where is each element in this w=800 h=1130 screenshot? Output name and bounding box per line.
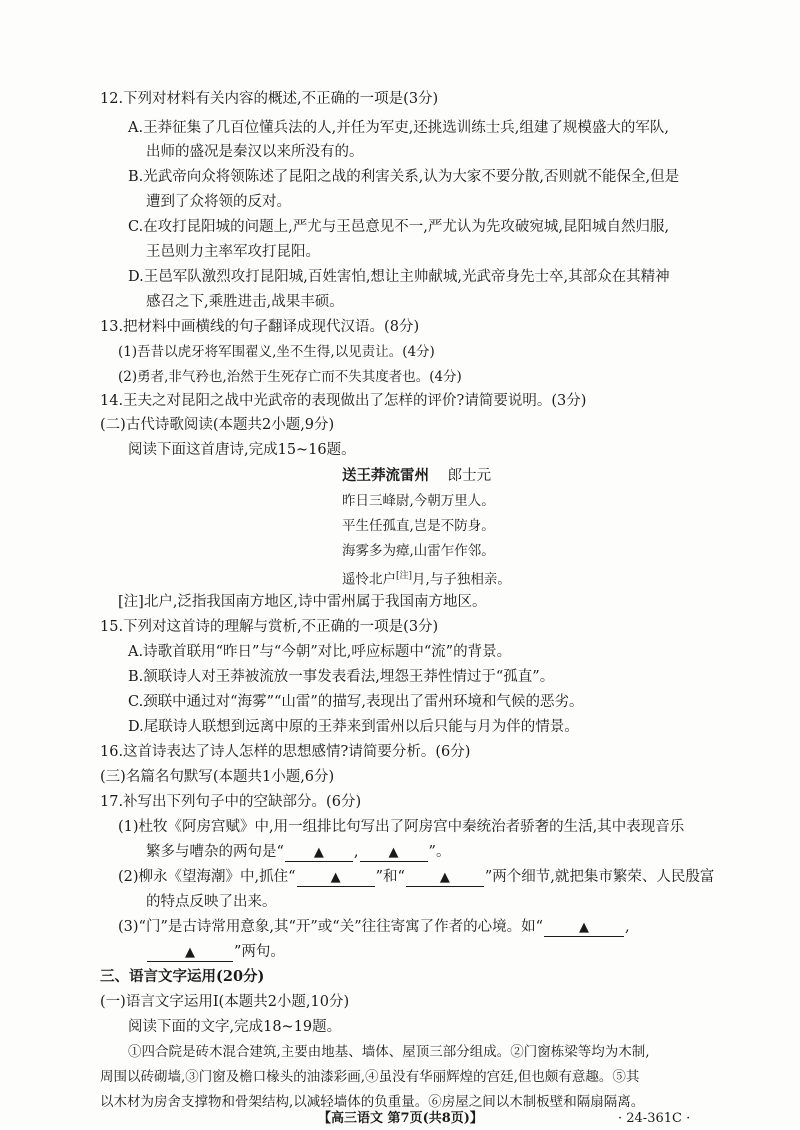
q13-sentence-2: (2)勇者,非气矜也,治然于生死存亡而不失其度者也。(4分) (118, 369, 462, 385)
poem-note-marker: [注] (396, 571, 413, 581)
part3-intro: 阅读下面的文字,完成18~19题。 (128, 1019, 342, 1035)
q17-item-2-cont: 的特点反映了出来。 (146, 894, 277, 910)
q17-item-1-close: ”。 (428, 844, 451, 860)
section2-intro: 阅读下面这首唐诗,完成15~16题。 (128, 442, 356, 458)
section2-title: (二)古代诗歌阅读(本题共2小题,9分) (100, 417, 335, 433)
triangle-mark-icon: ▲ (579, 920, 590, 935)
q12-option-d: D.王邑军队激烈攻打昆阳城,百姓害怕,想让主帅献城,光武帝身先士卒,其部众在其精神 (128, 269, 670, 285)
answer-blank-4[interactable] (406, 869, 484, 887)
q17-item-3-close: ”两句。 (234, 944, 285, 960)
q12-option-c: C.在攻打昆阳城的问题上,严尤与王邑意见不一,严尤认为先攻破宛城,昆阳城自然归服, (128, 219, 670, 235)
part3-title: 三、语言文字运用(20分) (100, 968, 265, 985)
section3-title: (三)名篇名句默写(本题共1小题,6分) (100, 769, 335, 785)
poem-title-line (342, 465, 491, 487)
q14-stem: 14.王夫之对昆阳之战中光武帝的表现做出了怎样的评价?请简要说明。(3分) (100, 393, 587, 409)
passage-line-1: ①四合院是砖木混合建筑,主要由地基、墙体、屋顶三部分组成。②门窗栋梁等均为木制, (128, 1044, 650, 1060)
q12-option-c-cont: 王邑则力主率军攻打昆阳。 (146, 244, 320, 260)
q17-comma-2: , (625, 919, 630, 935)
poem-author: 郎士元 (447, 468, 492, 484)
q15-stem: 15.下列对这首诗的理解与赏析,不正确的一项是(3分) (100, 619, 439, 635)
paper-code: · 24-361C · (618, 1111, 691, 1126)
q17-item-1: (1)杜牧《阿房宫赋》中,用一组排比句写出了阿房宫中秦统治者骄奢的生活,其中表现音乐 (118, 819, 685, 835)
q17-item-1-lead: 繁多与嘈杂的两句是“ (146, 844, 284, 860)
answer-blank-5[interactable] (544, 919, 624, 937)
q17-item-3 (118, 916, 630, 938)
q17-item-2-tail: ”两个细节,就把集市繁荣、人民殷富 (484, 869, 715, 885)
answer-blank-1[interactable] (285, 844, 353, 862)
answer-blank-3[interactable] (297, 869, 375, 887)
triangle-mark-icon: ▲ (330, 870, 341, 885)
q17-item-2 (118, 866, 714, 888)
triangle-mark-icon: ▲ (185, 945, 195, 960)
poem-line-4-end: 月,与子独相亲。 (412, 571, 511, 588)
triangle-mark-icon: ▲ (439, 870, 450, 885)
poem-title: 送王莽流雷州 (342, 467, 429, 484)
q15-option-b: B.颔联诗人对王莽被流放一事发表看法,埋怨王莽性情过于“孤直”。 (128, 669, 555, 685)
q17-comma-1: , (353, 844, 359, 860)
q15-option-a: A.诗歌首联用“昨日”与“今朝”对比,呼应标题中“流”的背景。 (128, 644, 512, 660)
q17-stem: 17.补写出下列句子中的空缺部分。(6分) (100, 794, 362, 810)
q17-item-1-cont (146, 841, 450, 863)
q17-item-3-lead: (3)“门”是古诗常用意象,其“开”或“关”往往寄寓了作者的心境。如“ (118, 919, 544, 935)
part3-subtitle: (一)语言文字运用Ⅰ(本题共2小题,10分) (100, 994, 350, 1010)
q12-option-d-cont: 感召之下,乘胜进击,战果丰硕。 (146, 294, 344, 310)
q16-stem: 16.这首诗表达了诗人怎样的思想感情?请简要分析。(6分) (100, 744, 471, 760)
q17-item-2-lead: (2)柳永《望海潮》中,抓住“ (118, 869, 296, 885)
q13-sentence-1: (1)吾昔以虎牙将军围翟义,坐不生得,以见责让。(4分) (118, 344, 435, 360)
q12-option-a-cont: 出师的盛况是秦汉以来所没有的。 (146, 144, 364, 160)
triangle-mark-icon: ▲ (388, 845, 399, 860)
poem-line-4-start: 遥怜北户 (342, 571, 396, 588)
q12-option-a: A.王莽征集了几百位懂兵法的人,并任为军吏,还挑选训练士兵,组建了规模盛大的军队, (128, 120, 670, 136)
q13-stem: 13.把材料中画横线的句子翻译成现代汉语。(8分) (100, 319, 420, 335)
q17-item-3-cont (146, 941, 285, 963)
q12-stem: 12.下列对材料有关内容的概述,不正确的一项是(3分) (100, 91, 439, 107)
q12-option-b: B.光武帝向众将领陈述了昆阳之战的利害关系,认为大家不要分散,否则就不能保全,但是 (128, 169, 680, 185)
poem-line-3: 海雾多为瘴,山雷乍作邻。 (342, 543, 495, 559)
passage-line-3: 以木材为房舍支撑物和骨架结构,以减轻墙体的负重量。⑥房屋之间以木制板壁和隔扇隔离。 (100, 1094, 645, 1110)
poem-line-2: 平生任孤直,岂是不防身。 (342, 518, 495, 534)
poem-footnote: [注]北户,泛指我国南方地区,诗中雷州属于我国南方地区。 (118, 594, 487, 610)
poem-line-4 (342, 565, 511, 591)
q15-option-c: C.颈联中通过对“海雾”“山雷”的描写,表现出了雷州环境和气候的恶劣。 (128, 694, 584, 710)
answer-blank-2[interactable] (360, 844, 428, 862)
triangle-mark-icon: ▲ (313, 845, 324, 860)
answer-blank-6[interactable] (147, 944, 233, 962)
q12-option-b-cont: 遭到了众将领的反对。 (146, 194, 291, 210)
page-footer: 【高三语文 第7页(共8页)】 (318, 1111, 483, 1126)
passage-line-2: 周围以砖砌墙,③门窗及檐口椽头的油漆彩画,④虽没有华丽辉煌的宫廷,但也颇有意趣。⑤其 (100, 1069, 640, 1085)
poem-line-1: 昨日三峰尉,今朝万里人。 (342, 493, 495, 509)
q15-option-d: D.尾联诗人联想到远离中原的王莽来到雷州以后只能与月为伴的情景。 (128, 719, 579, 735)
q17-item-2-mid: ”和“ (375, 869, 405, 885)
